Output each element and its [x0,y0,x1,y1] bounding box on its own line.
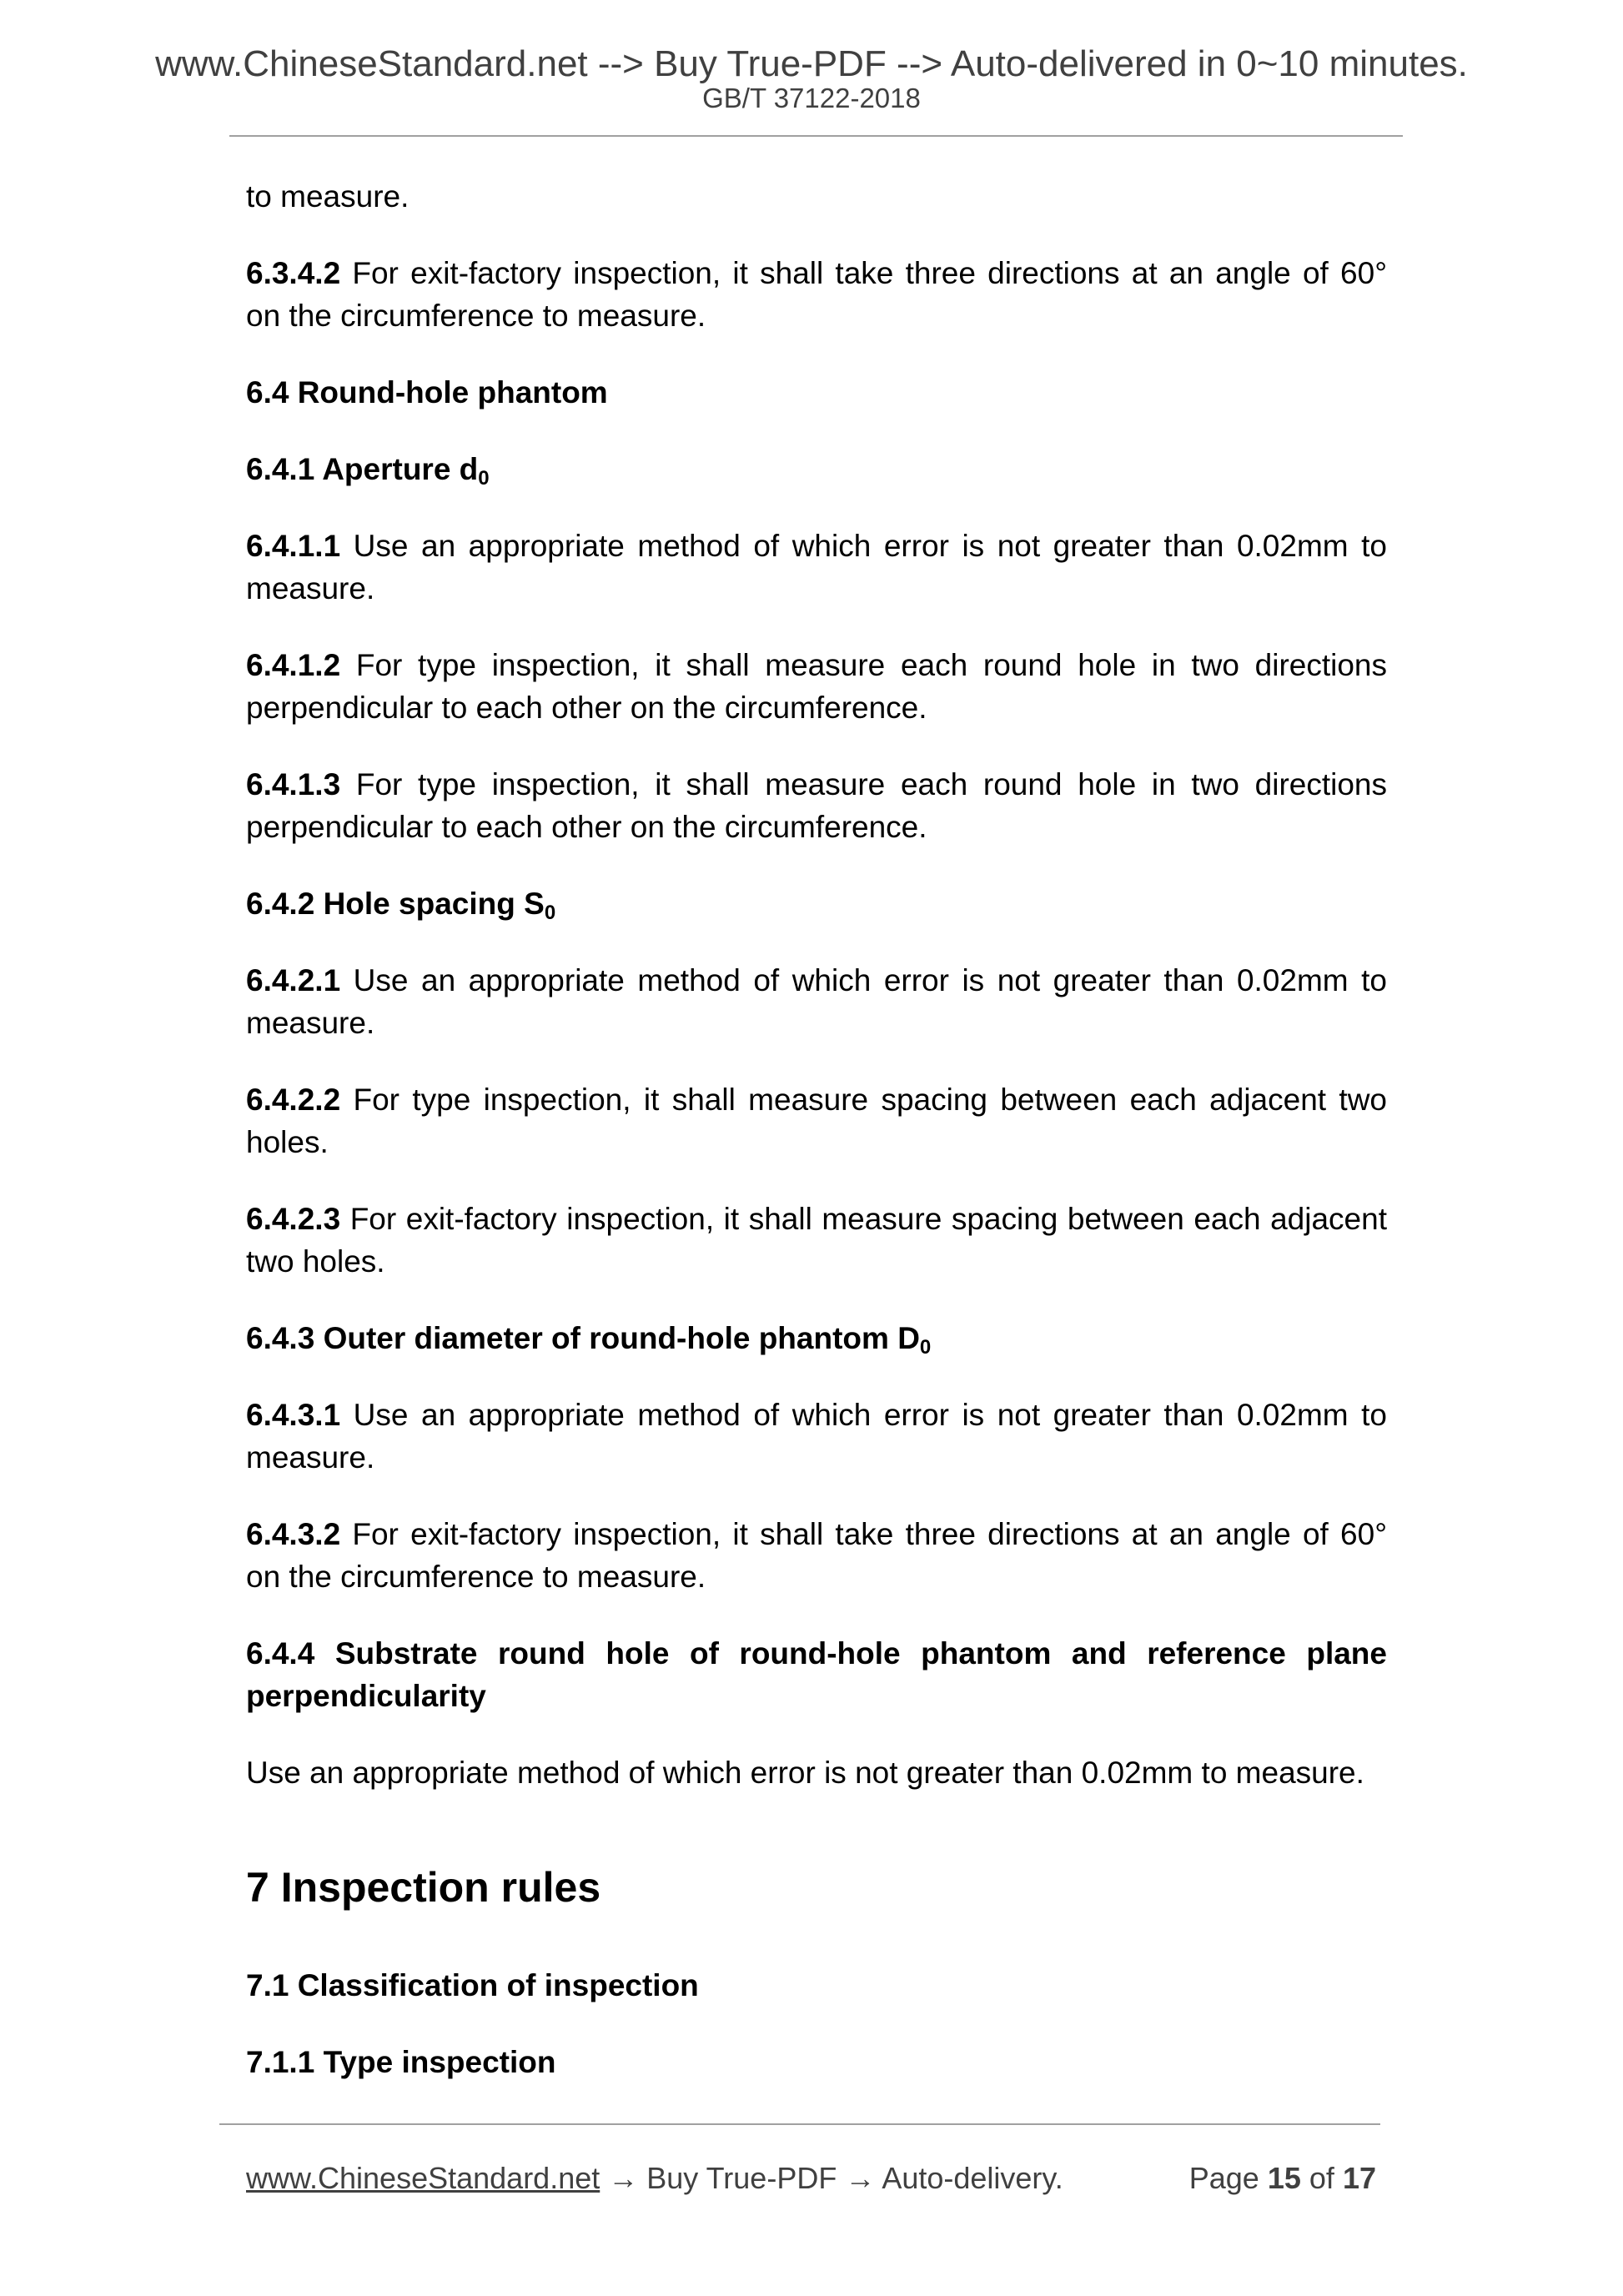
clause-paragraph [246,175,1387,218]
page-total: 17 [1342,2161,1376,2195]
footer [246,2160,1376,2197]
clause-text: For exit-factory inspection, it shall measure spacing between each adjacent two holes. [246,1202,1387,1279]
clause-text: For exit-factory inspection, it shall take three directions at an angle of 60° on the circumference to measure. [246,1517,1387,1594]
subscript: 0 [544,902,556,924]
section-heading [246,1632,1387,1717]
clause-paragraph [246,959,1387,1044]
clause-paragraph [246,644,1387,729]
clause-text: For type inspection, it shall measure each round hole in two directions perpendicular to each other on the circumference. [246,767,1387,844]
section-heading [246,1964,1387,2007]
heading-text: 6.4.2 Hole spacing S [246,887,545,921]
clause-number: 6.4.1.1 [246,529,341,563]
clause-number: 6.4.1.2 [246,648,341,682]
footer-divider [219,2123,1380,2125]
clause-number: 6.4.3.2 [246,1517,341,1551]
section-heading [246,1317,1387,1359]
heading-text: 7.1 Classification of inspection [246,1968,699,2002]
clause-number: 6.4.1.3 [246,767,341,801]
clause-number: 6.4.3.1 [246,1398,341,1432]
clause-paragraph [246,1394,1387,1479]
clause-paragraph [246,252,1387,337]
heading-text: 6.4 Round-hole phantom [246,375,608,409]
clause-number: 6.4.2.2 [246,1083,341,1117]
heading-text: 6.4.4 Substrate round hole of round-hole phantom and reference plane perpendicularity [246,1636,1387,1713]
clause-number: 6.3.4.2 [246,256,341,290]
section-heading [246,882,1387,925]
clause-paragraph [246,1751,1387,1794]
clause-text: Use an appropriate method of which error is not greater than 0.02mm to measure. [246,529,1387,605]
chapter-heading: 7 Inspection rules [246,1864,601,1911]
document-body [246,175,1387,2118]
heading-text: 6.4.3 Outer diameter of round-hole phantom D [246,1321,920,1355]
footer-link[interactable]: www.ChineseStandard.net [246,2161,600,2195]
clause-text: Use an appropriate method of which error is not greater than 0.02mm to measure. [246,963,1387,1040]
section-heading [246,448,1387,490]
footer-text: → Buy True-PDF → Auto-delivery. [600,2161,1063,2195]
clause-text: For type inspection, it shall measure each round hole in two directions perpendicular to each other on the circumference. [246,648,1387,725]
of-label: of [1309,2161,1334,2195]
section-heading [246,2041,1387,2083]
clause-paragraph [246,1198,1387,1283]
clause-paragraph [246,763,1387,848]
page-label: Page [1188,2161,1259,2195]
section-heading [246,371,1387,414]
subscript: 0 [478,467,490,490]
header-divider [229,135,1403,137]
clause-text: to measure. [246,179,410,214]
clause-number: 6.4.2.3 [246,1202,341,1236]
page-number: 15 [1267,2161,1301,2195]
heading-text: 6.4.1 Aperture d [246,452,479,486]
clause-text: Use an appropriate method of which error is not greater than 0.02mm to measure. [246,1398,1387,1475]
subscript: 0 [919,1336,932,1359]
clause-paragraph [246,1513,1387,1598]
clause-paragraph [246,1078,1387,1163]
page-indicator [1189,2160,1376,2197]
clause-text: For exit-factory inspection, it shall take three directions at an angle of 60° on the circumference to measure. [246,256,1387,333]
clause-number: 6.4.2.1 [246,963,341,997]
header-banner: www.ChineseStandard.net --> Buy True-PDF --> Auto-delivered in 0~10 minutes. [155,43,1468,84]
clause-text: Use an appropriate method of which error is not greater than 0.02mm to measure. [246,1756,1364,1790]
clause-text: For type inspection, it shall measure spacing between each adjacent two holes. [246,1083,1387,1159]
heading-text: 7.1.1 Type inspection [246,2045,556,2079]
document-id: GB/T 37122-2018 [702,83,921,113]
clause-paragraph [246,525,1387,610]
